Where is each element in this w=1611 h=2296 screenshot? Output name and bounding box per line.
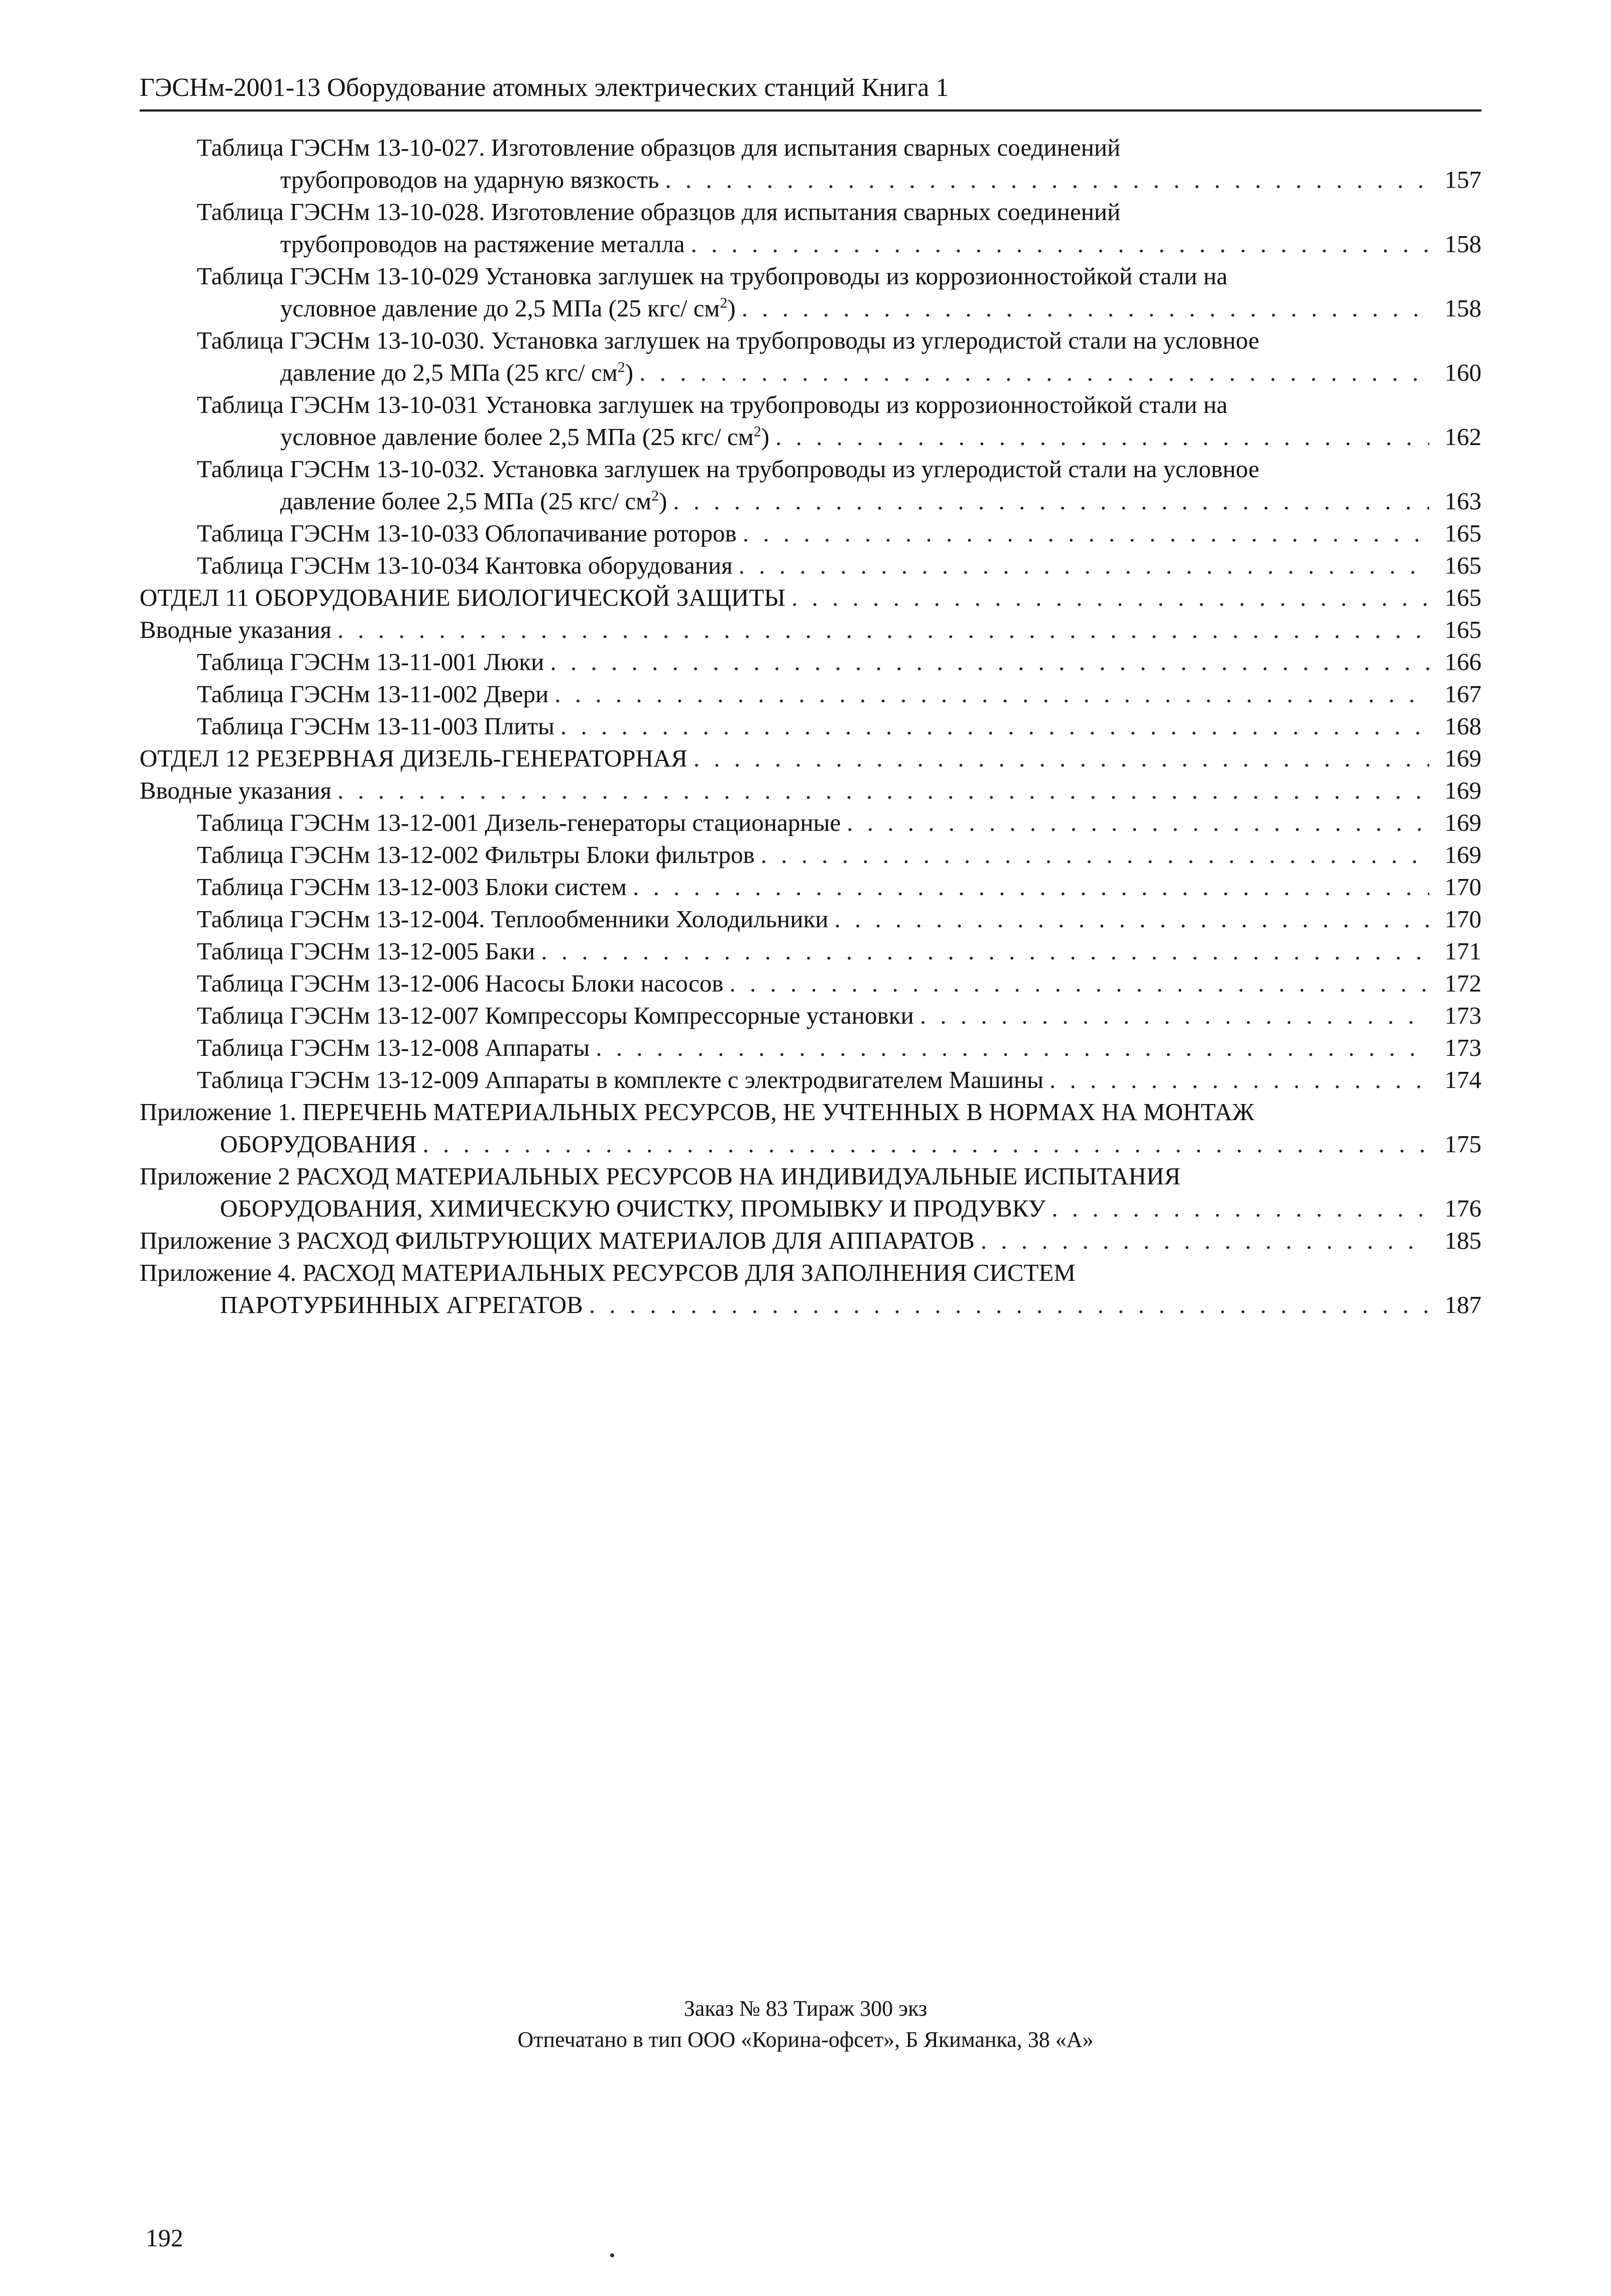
toc-entry-title: Таблица ГЭСНм 13-11-001 Люки	[197, 648, 544, 676]
leader-dots	[633, 871, 1429, 903]
leader-dots	[589, 1289, 1429, 1321]
leader-dots	[337, 775, 1429, 807]
leader-dots	[981, 1225, 1429, 1257]
toc-entry-title: Таблица ГЭСНм 13-12-001 Дизель-генераторы стационарные	[197, 809, 841, 836]
toc-entry-title: Вводные указания	[140, 616, 332, 643]
toc-page-number: 174	[1444, 1066, 1481, 1094]
leader-dots	[739, 550, 1429, 582]
header-rule	[140, 110, 1481, 112]
toc-appendix-title-cont: ОБОРУДОВАНИЯ, ХИМИЧЕСКУЮ ОЧИСТКУ, ПРОМЫВКУ И ПРОДУВКУ	[220, 1194, 1046, 1222]
toc-page-number: 169	[1444, 744, 1481, 772]
leader-dots	[337, 614, 1429, 646]
toc-page-number: 170	[1444, 905, 1481, 933]
toc-entry-title: Вводные указания	[140, 777, 332, 804]
toc-entry-title: Таблица ГЭСНм 13-12-007 Компрессоры Компрессорные установки	[197, 1002, 914, 1029]
toc-entry-title: Таблица ГЭСНм 13-12-009 Аппараты в комплекте с электродвигателем Машины	[197, 1066, 1044, 1094]
toc-page-number: 169	[1444, 777, 1481, 804]
leader-dots	[691, 228, 1429, 260]
toc-entry-13-12-006[interactable]	[140, 967, 1481, 1000]
toc-entry-title: Таблица ГЭСНм 13-10-034 Кантовка оборудования	[197, 552, 733, 579]
toc-entry-title: Таблица ГЭСНм 13-12-002 Фильтры Блоки фильтров	[197, 841, 755, 868]
toc-page-number: 169	[1444, 809, 1481, 836]
toc-entry-13-10-030[interactable]	[140, 324, 1481, 389]
toc-entry-title: Таблица ГЭСНм 13-12-003 Блоки систем	[197, 873, 627, 901]
printed-by-line: Отпечатано в тип ООО «Корина-офсет», Б Якиманка, 38 «А»	[517, 2027, 1094, 2052]
toc-entry-title: Таблица ГЭСНм 13-10-032. Установка заглушек на трубопроводы из углеродистой стали на условное	[197, 455, 1259, 483]
toc-page-number: 160	[1444, 359, 1481, 386]
toc-page-number: 172	[1444, 969, 1481, 997]
toc-appendix-title: Приложение 2 РАСХОД МАТЕРИАЛЬНЫХ РЕСУРСОВ НА ИНДИВИДУАЛЬНЫЕ ИСПЫТАНИЯ	[140, 1162, 1181, 1190]
toc-section-title: ОТДЕЛ 11 ОБОРУДОВАНИЕ БИОЛОГИЧЕСКОЙ ЗАЩИТЫ	[140, 584, 786, 611]
leader-dots	[775, 421, 1429, 453]
toc-entry-13-11-002[interactable]	[140, 678, 1481, 710]
leader-dots	[541, 935, 1429, 967]
toc-entry-13-10-027[interactable]	[140, 132, 1481, 196]
toc-entry-title-cont: трубопроводов на ударную вязкость	[280, 166, 659, 193]
toc-page-number: 166	[1444, 648, 1481, 676]
toc-entry-title-cont: условное давление более 2,5 МПа (25 кгс/ $см^2$)	[280, 423, 770, 451]
leader-dots	[665, 164, 1429, 196]
print-imprint	[0, 1993, 1611, 2055]
toc-entry-13-10-032[interactable]	[140, 453, 1481, 517]
toc-page-number: 167	[1444, 680, 1481, 708]
toc-page-number: 157	[1444, 166, 1481, 193]
leader-dots	[791, 582, 1429, 614]
leader-dots	[742, 292, 1429, 324]
toc-entry-title-cont: условное давление до 2,5 МПа (25 кгс/ $см^2$)	[280, 294, 736, 322]
toc-page-number: 165	[1444, 584, 1481, 611]
toc-entry-title: Таблица ГЭСНм 13-12-004. Теплообменники Холодильники	[197, 905, 829, 933]
toc-section-title: ОТДЕЛ 12 РЕЗЕРВНАЯ ДИЗЕЛЬ-ГЕНЕРАТОРНАЯ	[140, 744, 687, 772]
toc-appendix-title-cont: ПАРОТУРБИННЫХ АГРЕГАТОВ	[220, 1291, 583, 1319]
toc-entry-title: Таблица ГЭСНм 13-12-005 Баки	[197, 937, 535, 965]
toc-entry-13-11-001[interactable]	[140, 646, 1481, 678]
toc-entry-13-12-008[interactable]	[140, 1032, 1481, 1064]
toc-entry-13-10-033[interactable]	[140, 517, 1481, 550]
toc-entry-title: Таблица ГЭСНм 13-10-027. Изготовление образцов для испытания сварных соединений	[197, 134, 1121, 161]
toc-page-number: 165	[1444, 519, 1481, 547]
toc-page-number: 165	[1444, 616, 1481, 643]
leader-dots	[550, 646, 1429, 678]
toc-appendix-title: Приложение 3 РАСХОД ФИЛЬТРУЮЩИХ МАТЕРИАЛОВ ДЛЯ АППАРАТОВ	[140, 1227, 975, 1254]
toc-page-number: 163	[1444, 487, 1481, 515]
toc-appendix-1[interactable]	[140, 1096, 1481, 1160]
leader-dots	[423, 1128, 1429, 1160]
leader-dots	[834, 903, 1429, 935]
leader-dots	[554, 678, 1429, 710]
leader-dots	[761, 839, 1429, 871]
toc-entry-13-11-003[interactable]	[140, 710, 1481, 742]
toc-appendix-title: Приложение 1. ПЕРЕЧЕНЬ МАТЕРИАЛЬНЫХ РЕСУРСОВ, НЕ УЧТЕННЫХ В НОРМАХ НА МОНТАЖ	[140, 1098, 1254, 1126]
toc-page-number: 171	[1444, 937, 1481, 965]
leader-dots	[1052, 1192, 1429, 1225]
toc-entry-title: Таблица ГЭСНм 13-10-031 Установка заглушек на трубопроводы из коррозионностойкой стали на	[197, 391, 1228, 418]
leader-dots	[639, 357, 1429, 389]
toc-entry-13-10-031[interactable]	[140, 389, 1481, 453]
leader-dots	[694, 742, 1429, 775]
toc-page-number: 175	[1444, 1130, 1481, 1158]
leader-dots	[596, 1032, 1429, 1064]
running-header: ГЭСНм-2001-13 Оборудование атомных электрических станций Книга 1	[140, 73, 949, 102]
leader-dots	[560, 710, 1429, 742]
page-number: 192	[146, 2224, 183, 2252]
toc-entry-title: Таблица ГЭСНм 13-11-002 Двери	[197, 680, 549, 708]
order-line: Заказ № 83 Тираж 300 экз	[683, 1996, 928, 2021]
toc-page-number: 173	[1444, 1034, 1481, 1061]
toc-page-number: 162	[1444, 423, 1481, 451]
leader-dots	[743, 517, 1429, 550]
toc-appendix-4[interactable]	[140, 1257, 1481, 1321]
toc-entry-13-12-004[interactable]	[140, 903, 1481, 935]
toc-section-12[interactable]	[140, 742, 1481, 775]
toc-entry-13-10-034[interactable]	[140, 550, 1481, 582]
toc-intro-11[interactable]	[140, 614, 1481, 646]
toc-entry-title: Таблица ГЭСНм 13-10-033 Облопачивание роторов	[197, 519, 737, 547]
toc-entry-13-12-003[interactable]	[140, 871, 1481, 903]
toc-page-number: 168	[1444, 712, 1481, 740]
toc-page-number: 158	[1444, 294, 1481, 322]
toc-page-number: 187	[1444, 1291, 1481, 1319]
leader-dots	[673, 485, 1429, 517]
toc-entry-title: Таблица ГЭСНм 13-10-030. Установка заглушек на трубопроводы из углеродистой стали на условное	[197, 326, 1259, 354]
toc-entry-title-cont: давление до 2,5 МПа (25 кгс/ $см^2$)	[280, 359, 634, 386]
toc-entry-13-12-009[interactable]	[140, 1064, 1481, 1096]
table-of-contents	[140, 132, 1481, 1321]
toc-page-number: 170	[1444, 873, 1481, 901]
toc-entry-13-12-005[interactable]	[140, 935, 1481, 967]
scan-speck	[610, 2253, 614, 2257]
toc-page-number: 165	[1444, 552, 1481, 579]
leader-dots	[920, 1000, 1429, 1032]
toc-entry-13-10-029[interactable]	[140, 260, 1481, 324]
toc-appendix-2[interactable]	[140, 1160, 1481, 1225]
toc-appendix-3[interactable]	[140, 1225, 1481, 1257]
toc-intro-12[interactable]	[140, 775, 1481, 807]
toc-entry-13-10-028[interactable]	[140, 196, 1481, 260]
toc-entry-title: Таблица ГЭСНм 13-10-028. Изготовление образцов для испытания сварных соединений	[197, 198, 1121, 226]
toc-appendix-title: Приложение 4. РАСХОД МАТЕРИАЛЬНЫХ РЕСУРСОВ ДЛЯ ЗАПОЛНЕНИЯ СИСТЕМ	[140, 1259, 1076, 1286]
toc-entry-title: Таблица ГЭСНм 13-12-008 Аппараты	[197, 1034, 590, 1061]
toc-entry-title: Таблица ГЭСНм 13-11-003 Плиты	[197, 712, 555, 740]
toc-entry-title: Таблица ГЭСНм 13-10-029 Установка заглушек на трубопроводы из коррозионностойкой стали на	[197, 262, 1228, 290]
toc-entry-title-cont: трубопроводов на растяжение металла	[280, 230, 685, 258]
toc-page-number: 176	[1444, 1194, 1481, 1222]
toc-entry-13-12-002[interactable]	[140, 839, 1481, 871]
leader-dots	[730, 967, 1429, 1000]
toc-page-number: 169	[1444, 841, 1481, 868]
toc-appendix-title-cont: ОБОРУДОВАНИЯ	[220, 1130, 417, 1158]
leader-dots	[1050, 1064, 1429, 1096]
toc-entry-13-12-001[interactable]	[140, 807, 1481, 839]
toc-page-number: 173	[1444, 1002, 1481, 1029]
toc-page-number: 185	[1444, 1227, 1481, 1254]
toc-entry-title: Таблица ГЭСНм 13-12-006 Насосы Блоки насосов	[197, 969, 724, 997]
toc-section-11[interactable]	[140, 582, 1481, 614]
toc-page-number: 158	[1444, 230, 1481, 258]
toc-entry-title-cont: давление более 2,5 МПа (25 кгс/ $см^2$)	[280, 487, 667, 515]
leader-dots	[847, 807, 1429, 839]
toc-entry-13-12-007[interactable]	[140, 1000, 1481, 1032]
